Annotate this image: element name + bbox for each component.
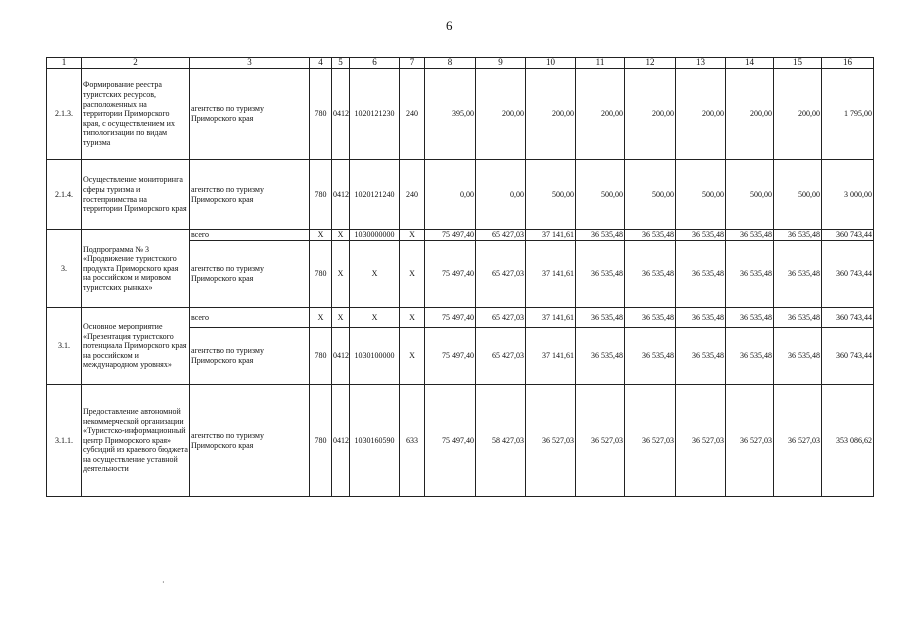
header-row: [47, 58, 874, 69]
amount-cell: 36 535,48: [625, 328, 676, 385]
table-row: [47, 160, 874, 230]
header-cell: 9: [476, 58, 526, 69]
measure-name: Формирование реестра туристских ресурсов, расположенных на территории Приморского края, с осуществлением их типологизации по видам туризма: [82, 69, 190, 160]
header-cell: 3: [190, 58, 310, 69]
code-cell: 1020121240: [350, 160, 400, 230]
code-cell: Х: [310, 230, 332, 241]
table-row: [47, 230, 874, 241]
row-number: 2.1.4.: [47, 160, 82, 230]
code-cell: 633: [400, 385, 425, 497]
amount-cell: 200,00: [625, 69, 676, 160]
amount-cell: 200,00: [526, 69, 576, 160]
code-cell: 0412: [332, 160, 350, 230]
code-cell: Х: [332, 230, 350, 241]
amount-cell: 36 535,48: [625, 241, 676, 308]
amount-cell: 0,00: [476, 160, 526, 230]
measure-name: Подпрограмма № 3 «Продвижение туристского продукта Приморского края на российском и мировом туристских рынках»: [82, 230, 190, 308]
amount-cell: 500,00: [526, 160, 576, 230]
executor: агентство по туризму Приморского края: [190, 69, 310, 160]
total-cell: 360 743,44: [822, 230, 874, 241]
amount-cell: 500,00: [576, 160, 625, 230]
amount-cell: 36 535,48: [676, 230, 726, 241]
code-cell: 780: [310, 385, 332, 497]
table-row: [47, 308, 874, 328]
amount-cell: 200,00: [576, 69, 625, 160]
code-cell: 780: [310, 328, 332, 385]
code-cell: 780: [310, 69, 332, 160]
header-cell: 7: [400, 58, 425, 69]
row-number: 2.1.3.: [47, 69, 82, 160]
amount-cell: 36 527,03: [625, 385, 676, 497]
amount-cell: 36 527,03: [774, 385, 822, 497]
measure-name: Осуществление мониторинга сферы туризма и гостеприимства на территории Приморского края: [82, 160, 190, 230]
executor: всего: [190, 230, 310, 241]
amount-cell: 36 535,48: [774, 308, 822, 328]
header-cell: 10: [526, 58, 576, 69]
amount-cell: 75 497,40: [425, 328, 476, 385]
row-number: 3.: [47, 230, 82, 308]
amount-cell: 36 535,48: [726, 230, 774, 241]
executor: агентство по туризму Приморского края: [190, 241, 310, 308]
budget-table: [46, 57, 874, 497]
amount-cell: 37 141,61: [526, 241, 576, 308]
code-cell: Х: [310, 308, 332, 328]
amount-cell: 395,00: [425, 69, 476, 160]
amount-cell: 36 527,03: [676, 385, 726, 497]
table-row: [47, 69, 874, 160]
executor: агентство по туризму Приморского края: [190, 328, 310, 385]
scan-speck: ·: [162, 578, 165, 587]
amount-cell: 500,00: [726, 160, 774, 230]
row-number: 3.1.1.: [47, 385, 82, 497]
code-cell: 0412: [332, 385, 350, 497]
amount-cell: 500,00: [676, 160, 726, 230]
header-cell: 13: [676, 58, 726, 69]
code-cell: Х: [332, 308, 350, 328]
amount-cell: 65 427,03: [476, 308, 526, 328]
header-cell: 2: [82, 58, 190, 69]
header-cell: 12: [625, 58, 676, 69]
header-cell: 15: [774, 58, 822, 69]
code-cell: 0412: [332, 328, 350, 385]
amount-cell: 36 535,48: [576, 230, 625, 241]
code-cell: Х: [350, 308, 400, 328]
amount-cell: 200,00: [726, 69, 774, 160]
amount-cell: 65 427,03: [476, 230, 526, 241]
executor: всего: [190, 308, 310, 328]
amount-cell: 36 535,48: [625, 308, 676, 328]
amount-cell: 36 535,48: [774, 230, 822, 241]
total-cell: 360 743,44: [822, 308, 874, 328]
amount-cell: 36 535,48: [676, 328, 726, 385]
amount-cell: 36 535,48: [625, 230, 676, 241]
code-cell: Х: [400, 241, 425, 308]
amount-cell: 36 535,48: [576, 328, 625, 385]
amount-cell: 36 527,03: [526, 385, 576, 497]
amount-cell: 75 497,40: [425, 385, 476, 497]
amount-cell: 36 535,48: [576, 308, 625, 328]
amount-cell: 36 535,48: [726, 241, 774, 308]
header-cell: 5: [332, 58, 350, 69]
code-cell: Х: [400, 230, 425, 241]
code-cell: Х: [332, 241, 350, 308]
code-cell: Х: [350, 241, 400, 308]
total-cell: 360 743,44: [822, 328, 874, 385]
amount-cell: 500,00: [774, 160, 822, 230]
header-cell: 16: [822, 58, 874, 69]
amount-cell: 36 535,48: [726, 308, 774, 328]
executor: агентство по туризму Приморского края: [190, 160, 310, 230]
amount-cell: 200,00: [676, 69, 726, 160]
code-cell: 1030160590: [350, 385, 400, 497]
table-row: [47, 385, 874, 497]
code-cell: 1030100000: [350, 328, 400, 385]
header-cell: 4: [310, 58, 332, 69]
amount-cell: 75 497,40: [425, 241, 476, 308]
amount-cell: 36 535,48: [676, 308, 726, 328]
amount-cell: 75 497,40: [425, 308, 476, 328]
code-cell: 780: [310, 160, 332, 230]
row-number: 3.1.: [47, 308, 82, 385]
amount-cell: 37 141,61: [526, 328, 576, 385]
amount-cell: 200,00: [774, 69, 822, 160]
page-number: 6: [446, 18, 453, 33]
header-cell: 14: [726, 58, 774, 69]
total-cell: 1 795,00: [822, 69, 874, 160]
amount-cell: 75 497,40: [425, 230, 476, 241]
total-cell: 3 000,00: [822, 160, 874, 230]
amount-cell: 37 141,61: [526, 308, 576, 328]
amount-cell: 200,00: [476, 69, 526, 160]
total-cell: 353 086,62: [822, 385, 874, 497]
amount-cell: 36 527,03: [726, 385, 774, 497]
amount-cell: 36 535,48: [676, 241, 726, 308]
amount-cell: 37 141,61: [526, 230, 576, 241]
measure-name: Основное мероприятие «Презентация туристского потенциала Приморского края на российском и международном уровнях»: [82, 308, 190, 385]
code-cell: 1020121230: [350, 69, 400, 160]
code-cell: Х: [400, 328, 425, 385]
header-cell: 6: [350, 58, 400, 69]
amount-cell: 65 427,03: [476, 328, 526, 385]
code-cell: 240: [400, 69, 425, 160]
code-cell: 1030000000: [350, 230, 400, 241]
header-cell: 1: [47, 58, 82, 69]
code-cell: Х: [400, 308, 425, 328]
code-cell: 0412: [332, 69, 350, 160]
amount-cell: 58 427,03: [476, 385, 526, 497]
amount-cell: 36 535,48: [576, 241, 625, 308]
amount-cell: 36 527,03: [576, 385, 625, 497]
executor: агентство по туризму Приморского края: [190, 385, 310, 497]
amount-cell: 0,00: [425, 160, 476, 230]
header-cell: 11: [576, 58, 625, 69]
amount-cell: 36 535,48: [726, 328, 774, 385]
amount-cell: 36 535,48: [774, 328, 822, 385]
code-cell: 240: [400, 160, 425, 230]
measure-name: Предоставление автономной некоммерческой организации «Туристско-информационный центр Приморского края» субсидий из краевого бюджета на осуществление уставной деятельности: [82, 385, 190, 497]
code-cell: 780: [310, 241, 332, 308]
amount-cell: 500,00: [625, 160, 676, 230]
total-cell: 360 743,44: [822, 241, 874, 308]
header-cell: 8: [425, 58, 476, 69]
amount-cell: 65 427,03: [476, 241, 526, 308]
amount-cell: 36 535,48: [774, 241, 822, 308]
